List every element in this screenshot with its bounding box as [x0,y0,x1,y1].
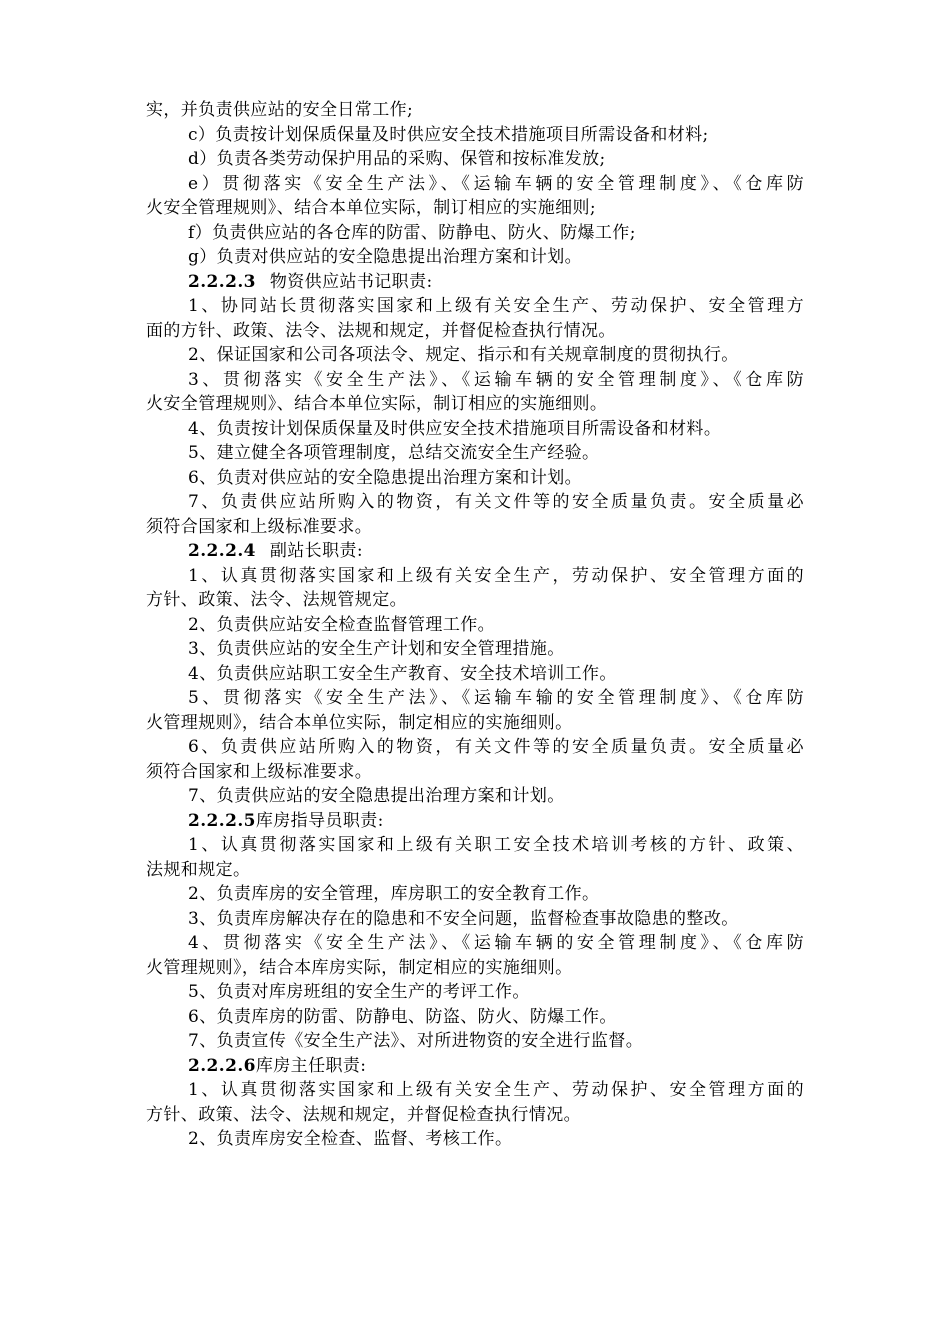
section-heading [146,1054,804,1079]
section-heading [146,809,804,834]
text-line: 火管理规则》，结合本库房实际，制定相应的实施细则。 [146,957,573,978]
text-line: 7、负责供应站所购入的物资，有关文件等的安全质量负责。安全质量必 [188,492,804,512]
text-line: c）负责按计划保质保量及时供应安全技术措施项目所需设备和材料; [188,124,709,145]
text-line: f）负责供应站的各仓库的防雷、防静电、防火、防爆工作; [188,222,636,243]
text-line: 2、保证国家和公司各项法令、规定、指示和有关规章制度的贯彻执行。 [188,345,739,365]
text-line: 2、负责供应站安全检查监督管理工作。 [188,614,496,635]
text-line: 3、贯彻落实《安全生产法》、《运输车辆的安全管理制度》、《仓库防 [188,369,804,390]
text-line: 方针、政策、法令、法规管规定。 [146,590,407,610]
section-title: 物资供应站书记职责: [269,271,433,292]
text-line: 1、认真贯彻落实国家和上级有关安全生产、劳动保护、安全管理方面的 [188,1080,804,1100]
text-line: 火安全管理规则》、结合本单位实际，制订相应的实施细则; [146,198,597,218]
section-heading [146,270,804,295]
section-number: 2.2.2.3 [188,271,256,292]
text-line: 5、负责对库房班组的安全生产的考评工作。 [188,982,530,1002]
text-line: 3、负责供应站的安全生产计划和安全管理措施。 [188,639,565,659]
text-line: 3、负责库房解决存在的隐患和不安全问题，监督检查事故隐患的整改。 [188,908,739,929]
section-number: 2.2.2.6 [188,1055,256,1076]
text-line: 法规和规定。 [146,859,251,880]
text-line: 实，并负责供应站的安全日常工作; [146,100,414,120]
section-title: 副站长职责: [269,541,364,561]
text-line: 4、负责按计划保质保量及时供应安全技术措施项目所需设备和材料。 [188,418,722,439]
text-line: 6、负责对供应站的安全隐患提出治理方案和计划。 [188,467,583,488]
text-line: 4、负责供应站职工安全生产教育、安全技术培训工作。 [188,663,617,684]
text-line: 面的方针、政策、法令、法规和规定，并督促检查执行情况。 [146,320,616,341]
text-line: 火安全管理规则》、结合本单位实际，制订相应的实施细则。 [146,394,608,414]
text-line: g）负责对供应站的安全隐患提出治理方案和计划。 [188,247,583,267]
text-line: 火管理规则》，结合本单位实际，制定相应的实施细则。 [146,712,573,733]
text-line: 1、认真贯彻落实国家和上级有关职工安全技术培训考核的方针、政策、 [188,835,804,855]
section-number: 2.2.2.4 [188,541,256,561]
text-line: 须符合国家和上级标准要求。 [146,761,373,782]
text-line: 7、负责供应站的安全隐患提出治理方案和计划。 [188,786,565,806]
text-line: 4、贯彻落实《安全生产法》、《运输车辆的安全管理制度》、《仓库防 [188,933,804,953]
text-line: 1、协同站长贯彻落实国家和上级有关安全生产、劳动保护、安全管理方 [188,296,804,316]
text-line: 7、负责宣传《安全生产法》、对所进物资的安全进行监督。 [188,1031,644,1051]
text-line: 6、负责供应站所购入的物资，有关文件等的安全质量负责。安全质量必 [188,737,804,757]
section-number: 2.2.2.5 [188,810,256,831]
text-line: 6、负责库房的防雷、防静电、防盗、防火、防爆工作。 [188,1006,617,1027]
section-title: 库房指导员职责: [255,810,384,831]
text-line: 5、贯彻落实《安全生产法》、《运输车输的安全管理制度》、《仓库防 [188,688,804,708]
text-line: 2、负责库房安全检查、监督、考核工作。 [188,1129,513,1149]
text-line: d）负责各类劳动保护用品的采购、保管和按标准发放; [188,149,606,169]
text-line: 5、建立健全各项管理制度，总结交流安全生产经验。 [188,443,600,463]
text-line: e）贯彻落实《安全生产法》、《运输车辆的安全管理制度》、《仓库防 [188,173,804,194]
text-line: 1、认真贯彻落实国家和上级有关安全生产，劳动保护、安全管理方面的 [188,565,804,586]
text-line: 2、负责库房的安全管理，库房职工的安全教育工作。 [188,884,600,904]
section-title: 库房主任职责: [255,1055,367,1076]
text-line: 须符合国家和上级标准要求。 [146,516,373,537]
section-heading [146,539,804,564]
text-line: 方针、政策、法令、法规和规定，并督促检查执行情况。 [146,1104,581,1125]
